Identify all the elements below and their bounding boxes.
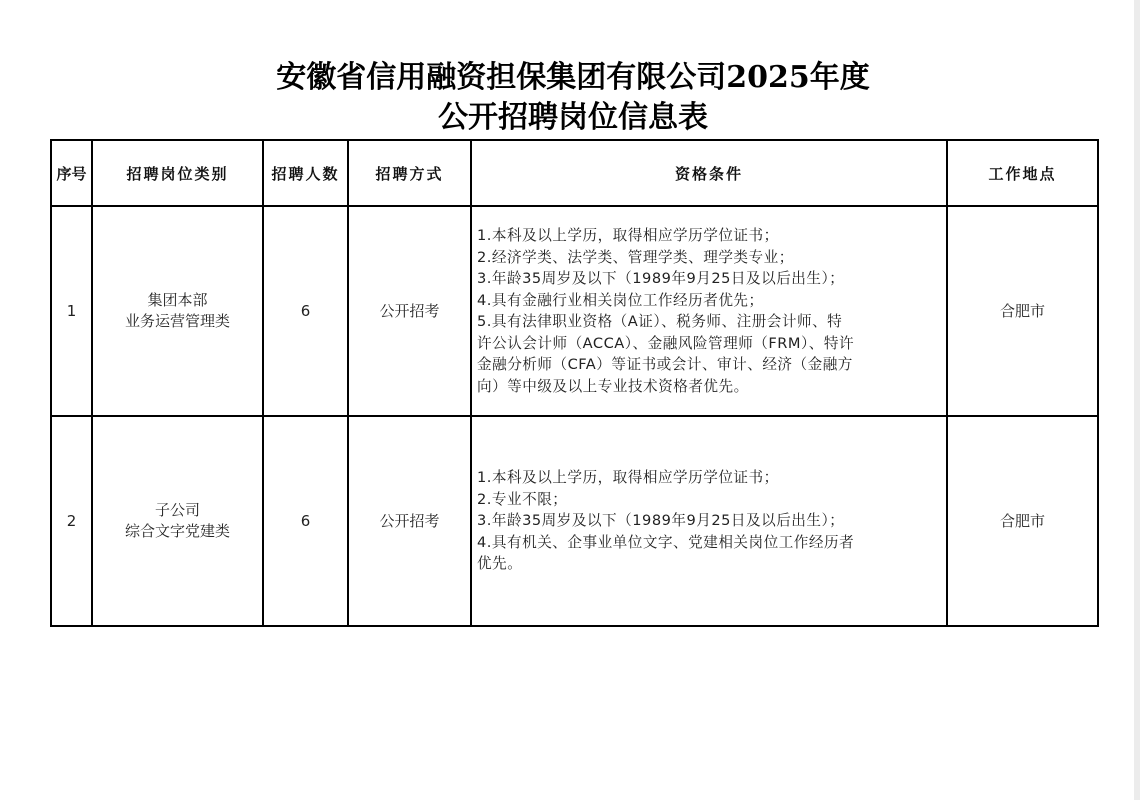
category-line: 子公司 (154, 501, 200, 519)
qualification-line: 优先。 (477, 555, 523, 573)
qualification-line: 4.具有金融行业相关岗位工作经历者优先； (477, 291, 764, 309)
viewer-edge (1134, 0, 1140, 800)
title-line-2: 公开招聘岗位信息表 (438, 100, 708, 135)
header-count: 招聘人数 (263, 140, 348, 206)
qualification-line: 金融分析师（CFA）等证书或会计、审计、经济（金融方 (477, 356, 853, 373)
header-method: 招聘方式 (348, 140, 471, 206)
header-location: 工作地点 (947, 140, 1098, 206)
table-row (51, 206, 1098, 416)
category-line: 综合文字党建类 (124, 522, 230, 540)
row-category (92, 416, 263, 626)
row-method: 公开招考 (348, 206, 471, 416)
row-count: 6 (263, 416, 348, 626)
row-qualifications (471, 206, 947, 416)
qualification-line: 3.年龄35周岁及以下（1989年9月25日及以后出生）； (477, 512, 845, 530)
category-line: 业务运营管理类 (124, 312, 230, 330)
positions-table (50, 139, 1099, 627)
qualification-line: 1.本科及以上学历，取得相应学历学位证书； (477, 227, 779, 244)
row-seq: 1 (51, 206, 92, 416)
header-category: 招聘岗位类别 (92, 140, 263, 206)
header-qualifications: 资格条件 (471, 140, 947, 206)
qualification-line: 3.年龄35周岁及以下（1989年9月25日及以后出生）； (477, 270, 845, 287)
document-title (0, 58, 1140, 138)
qualification-line: 2.专业不限； (477, 490, 568, 508)
row-location: 合肥市 (947, 416, 1098, 626)
table-row (51, 416, 1098, 626)
qualification-line: 向）等中级及以上专业技术资格者优先。 (477, 377, 749, 395)
qualification-line: 1.本科及以上学历，取得相应学历学位证书； (477, 469, 779, 487)
table-header-row (51, 140, 1098, 206)
row-seq: 2 (51, 416, 92, 626)
row-count: 6 (263, 206, 348, 416)
header-seq: 序号 (51, 140, 92, 206)
qualification-line: 2.经济学类、法学类、管理学类、理学类专业； (477, 248, 794, 266)
title-line-1: 安徽省信用融资担保集团有限公司2025年度 (276, 60, 870, 95)
row-category (92, 206, 263, 416)
category-line: 集团本部 (147, 291, 208, 309)
row-method: 公开招考 (348, 416, 471, 626)
row-location: 合肥市 (947, 206, 1098, 416)
qualification-line: 5.具有法律职业资格（A证）、税务师、注册会计师、特 (477, 313, 843, 330)
qualification-line: 4.具有机关、企事业单位文字、党建相关岗位工作经历者 (477, 533, 855, 551)
row-qualifications (471, 416, 947, 626)
qualification-line: 许公认会计师（ACCA）、金融风险管理师（FRM）、特许 (477, 334, 855, 352)
